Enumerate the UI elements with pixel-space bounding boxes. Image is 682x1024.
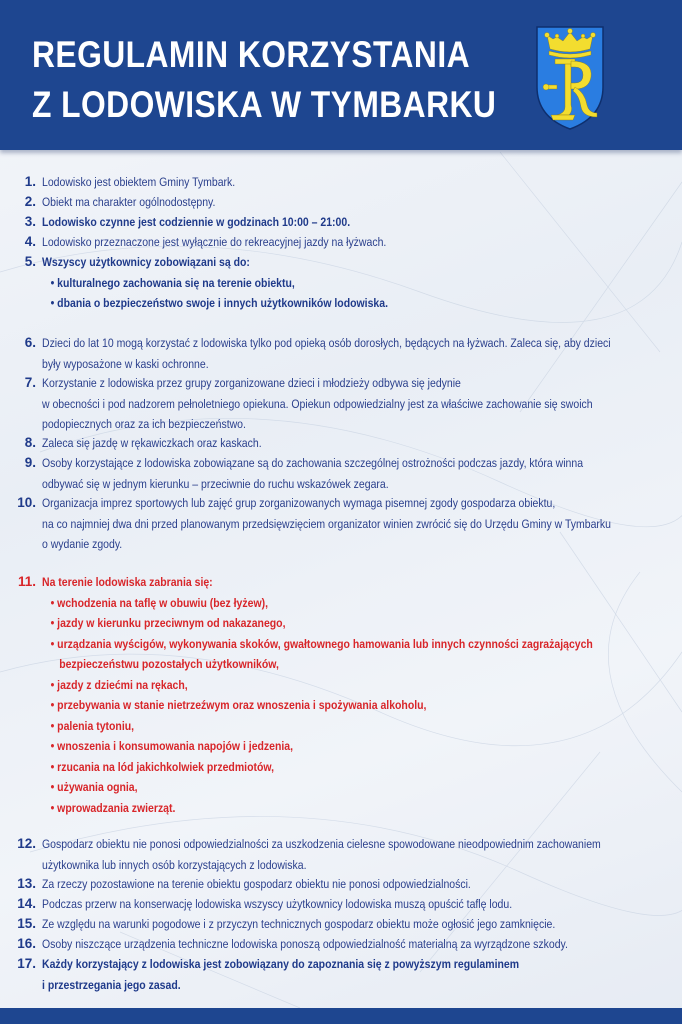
rule-line: Gospodarz obiektu nie ponosi odpowiedzialności za uszkodzenia cielesne spowodowane nieodpowiednim zachowaniem <box>42 837 601 851</box>
rule-text <box>42 453 678 494</box>
rule-line: odbywać się w jednym kierunku – przeciwnie do ruchu wskazówek zegara. <box>42 476 389 491</box>
rule-text <box>42 894 678 915</box>
rule-number: 9. <box>24 455 36 470</box>
rule-text <box>42 333 678 374</box>
rule-number: 7. <box>24 375 36 390</box>
rule-text <box>42 493 678 555</box>
rule-line: Podczas przerw na konserwację lodowiska wszyscy użytkownicy lodowiska muszą opuścić taflę lodu. <box>42 897 513 911</box>
footer-bar <box>0 1008 682 1024</box>
rule-line: Organizacja imprez sportowych lub zajęć grup zorganizowanych wymaga pisemnej zgody gospodarza obiektu, <box>42 496 556 510</box>
rule-line: Osoby niszczące urządzenia techniczne lodowiska ponoszą odpowiedzialność materialną za wyrządzone szkody. <box>42 937 568 951</box>
rule-text <box>42 212 678 233</box>
rule-number: 8. <box>24 435 36 450</box>
rule-line: użytkownika lub innych osób korzystających z lodowiska. <box>42 857 307 872</box>
rule-text <box>42 433 678 454</box>
rule-number: 16. <box>17 936 36 951</box>
rule-number: 2. <box>24 194 36 209</box>
rule-line: Na terenie lodowiska zabrania się: <box>42 575 213 589</box>
rule-line: Korzystanie z lodowiska przez grupy zorganizowane dzieci i młodzieży odbywa się jedynie <box>42 376 461 390</box>
rule-bullet: bezpieczeństwu pozostałych użytkowników, <box>59 657 279 671</box>
rule-text <box>42 954 678 995</box>
rule-bullet: • wprowadzania zwierząt. <box>50 800 176 815</box>
rule-bullet: • wchodzenia na taflę w obuwiu (bez łyżew), <box>50 595 269 610</box>
rule-line: Ze względu na warunki pogodowe i z przyczyn technicznych gospodarz obiektu może ogłosić jego zamknięcie. <box>42 917 556 931</box>
rule-number: 15. <box>17 916 36 931</box>
rule-bullet: • palenia tytoniu, <box>50 718 135 733</box>
rule-bullet: • używania ognia, <box>50 780 138 794</box>
rule-text <box>42 834 678 875</box>
rule-number: 1. <box>24 174 36 189</box>
rule-number: 12. <box>17 836 36 851</box>
rule-line: Lodowisko jest obiektem Gminy Tymbark. <box>42 175 236 189</box>
rule-bullet: • przebywania w stanie nietrzeźwym oraz wnoszenia i spożywania alkoholu, <box>50 698 427 712</box>
rule-line: Obiekt ma charakter ogólnodostępny. <box>42 195 216 209</box>
rule-bullet: • wnoszenia i konsumowania napojów i jedzenia, <box>50 739 294 753</box>
rule-line: Za rzeczy pozostawione na terenie obiektu gospodarz obiektu nie ponosi odpowiedzialności. <box>42 877 471 891</box>
rule-number: 14. <box>17 896 36 911</box>
rule-number: 5. <box>24 254 36 269</box>
rule-number: 13. <box>17 876 36 891</box>
rule-line: Zaleca się jazdę w rękawiczkach oraz kaskach. <box>42 436 262 450</box>
rule-line: Osoby korzystające z lodowiska zobowiązane są do zachowania szczególnej ostrożności podczas jazdy, która winna <box>42 456 584 470</box>
rule-text <box>42 192 678 213</box>
rule-number: 17. <box>17 956 36 971</box>
rule-text <box>42 252 678 314</box>
rule-text <box>42 172 678 193</box>
rule-bullet: • kulturalnego zachowania się na terenie obiektu, <box>50 275 295 290</box>
rule-text <box>42 373 678 435</box>
rule-bullet: • dbania o bezpieczeństwo swoje i innych użytkowników lodowiska. <box>50 296 388 310</box>
rule-number: 6. <box>24 335 36 350</box>
rule-text <box>42 572 678 818</box>
rule-line: były wyposażone w kaski ochronne. <box>42 356 209 371</box>
rule-text <box>42 874 678 895</box>
rule-line: w obecności i pod nadzorem pełnoletniego opiekuna. Opiekun odpowiedzialny jest za właściwe zachowanie się swoich <box>42 396 593 411</box>
rule-bullet: • urządzania wyścigów, wykonywania skoków, gwałtownego hamowania lub innych czynności zagrażających <box>50 636 593 651</box>
title-line-2: Z LODOWISKA W TYMBARKU <box>32 84 497 125</box>
rule-bullet: • rzucania na lód jakichkolwiek przedmiotów, <box>50 759 275 774</box>
rule-line: Wszyscy użytkownicy zobowiązani są do: <box>42 255 250 269</box>
rule-line: na co najmniej dwa dni przed planowanym przedsięwzięciem organizator winien zwrócić się do Urzędu Gminy w Tymbarku <box>42 516 611 531</box>
rule-line: Każdy korzystający z lodowiska jest zobowiązany do zapoznania się z powyższym regulaminem <box>42 957 520 971</box>
rule-number: 3. <box>24 214 36 229</box>
rule-text <box>42 232 678 253</box>
rule-bullet: • jazdy z dziećmi na rękach, <box>50 677 188 692</box>
rule-line: Dzieci do lat 10 mogą korzystać z lodowiska tylko pod opieką osób dorosłych, będących na łyżwach. Zaleca się, aby dzieci <box>42 336 611 350</box>
rule-line: o wydanie zgody. <box>42 537 123 551</box>
rule-line: Lodowisko czynne jest codziennie w godzinach 10:00 – 21:00. <box>42 215 351 229</box>
page-title <box>32 30 496 130</box>
rule-number: 10. <box>17 495 36 510</box>
rule-line: i przestrzegania jego zasad. <box>42 977 181 992</box>
rule-line: podopiecznych oraz za ich bezpieczeństwo. <box>42 417 246 431</box>
header-banner <box>0 0 682 150</box>
rule-bullet: • jazdy w kierunku przeciwnym od nakazanego, <box>50 616 286 630</box>
rule-number: 4. <box>24 234 36 249</box>
title-line-1: REGULAMIN KORZYSTANIA <box>32 34 470 75</box>
rule-line: Lodowisko przeznaczone jest wyłącznie do rekreacyjnej jazdy na łyżwach. <box>42 235 387 249</box>
rule-text <box>42 934 678 955</box>
rule-text <box>42 914 678 935</box>
rule-number: 11. <box>17 574 36 589</box>
tymbark-coat-of-arms-icon <box>535 25 605 131</box>
